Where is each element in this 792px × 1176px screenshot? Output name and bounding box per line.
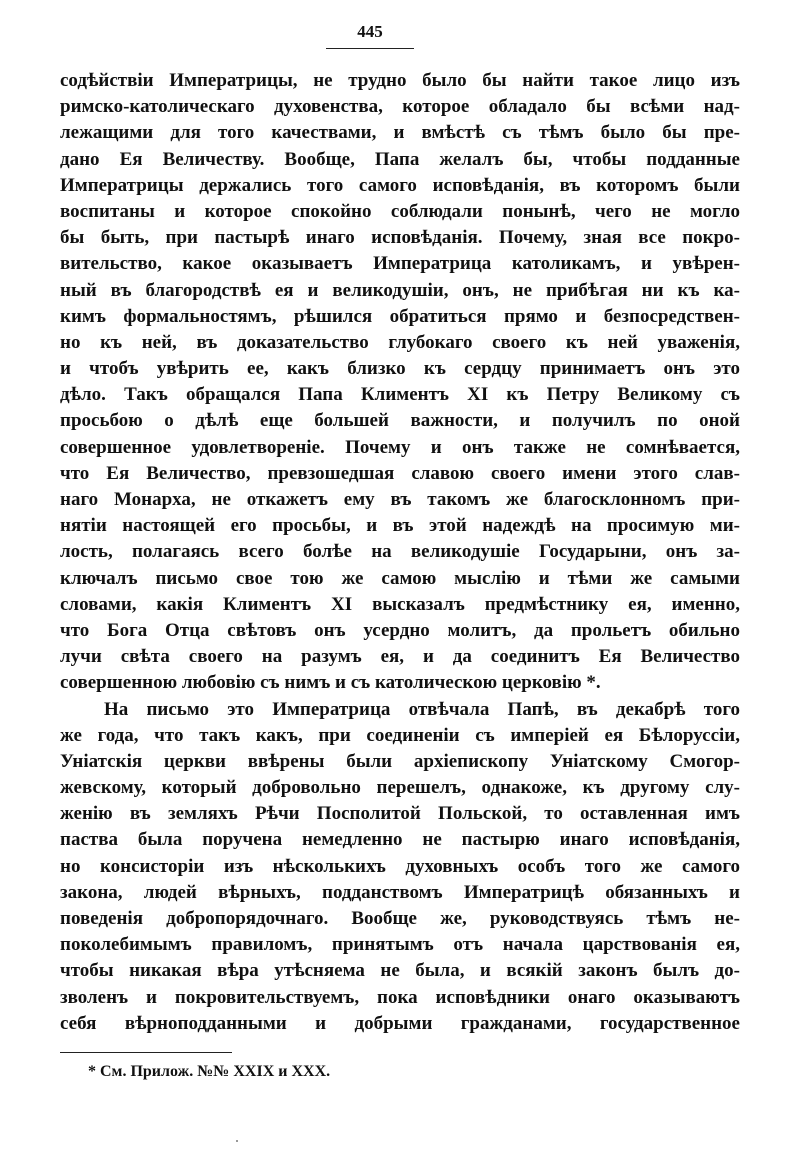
text-line: жевскому, который добровольно перешелъ, однакоже, къ другому слу- <box>60 777 740 799</box>
text-line: зволенъ и покровительствуемъ, пока исповѣдники онаго оказываютъ <box>60 986 740 1008</box>
text-line: же года, что такъ какъ, при соединеніи съ имперіей ея Бѣлоруссіи, <box>60 724 740 746</box>
header-rule <box>326 48 414 49</box>
text-line: словами, какія Климентъ XI высказалъ предмѣстнику ея, именно, <box>60 593 740 615</box>
text-line: римско-католическаго духовенства, которое обладало бы всѣми над- <box>60 96 740 118</box>
text-line: лежащими для того качествами, и вмѣстѣ съ тѣмъ было бы пре- <box>60 122 740 144</box>
text-line: содѣйствіи Императрицы, не трудно было бы найти такое лицо изъ <box>60 70 740 91</box>
text-line: и чтобъ увѣрить ее, какъ близко къ сердцу принимаетъ онъ это <box>60 358 740 380</box>
text-line: что Бога Отца свѣтовъ онъ усердно молитъ, да прольетъ обильно <box>60 619 740 641</box>
text-line: кимъ формальностямъ, рѣшился обратиться прямо и безпосредствен- <box>60 305 740 327</box>
text-line: женію въ земляхъ Рѣчи Посполитой Польской, то оставленная имъ <box>60 803 740 825</box>
text-line: что Ея Величество, превзошедшая славою своего имени этого слав- <box>60 462 740 484</box>
text-line: дано Ея Величеству. Вообще, Папа желалъ бы, чтобы подданные <box>60 148 740 170</box>
footnote: * См. Прилож. №№ XXIX и XXX. <box>88 1063 331 1080</box>
text-line: чтобы никакая вѣра утѣсняема не была, и всякій законъ былъ до- <box>60 960 740 982</box>
paragraph-2 <box>60 697 740 1037</box>
text-line: воспитаны и которое спокойно соблюдали понынѣ, чего не могло <box>60 200 740 222</box>
paragraph-1 <box>60 68 740 697</box>
text-line: лость, полагаясь всего болѣе на великодушіе Государыни, онъ за- <box>60 541 740 563</box>
text-line: но консисторіи изъ нѣсколькихъ духовныхъ особъ того же самого <box>60 855 740 877</box>
scan-speck <box>236 1140 238 1142</box>
text-line: ный въ благородствѣ ея и великодушіи, онъ, не прибѣгая ни къ ка- <box>60 279 740 301</box>
text-line: ключалъ письмо свое тою же самою мыслію и тѣми же самыми <box>60 567 740 589</box>
text-line: вительство, какое оказываетъ Императрица католикамъ, и увѣрен- <box>60 253 740 275</box>
body-text <box>60 68 740 1037</box>
text-line: Уніатскія церкви ввѣрены были архіепископу Уніатскому Смогор- <box>60 750 740 772</box>
text-line: бы быть, при пастырѣ инаго исповѣданія. Почему, зная все покро- <box>60 227 740 249</box>
text-line: себя вѣрноподданными и добрыми гражданами, государственное <box>60 1012 740 1034</box>
text-line: закона, людей вѣрныхъ, подданствомъ Императрицѣ обязанныхъ и <box>60 881 740 903</box>
text-line: поколебимымъ правиломъ, принятымъ отъ начала царствованія ея, <box>60 934 740 956</box>
text-line: паства была поручена немедленно не пастырю инаго исповѣданія, <box>60 829 740 851</box>
text-line: но къ ней, въ доказательство глубокаго своего къ ней уваженія, <box>60 331 740 353</box>
text-line: нятіи настоящей его просьбы, и въ этой надеждѣ на просимую ми- <box>60 515 740 537</box>
text-line: На письмо это Императрица отвѣчала Папѣ, въ декабрѣ того <box>104 698 740 720</box>
text-line: совершенною любовію съ нимъ и съ католическою церковію *. <box>60 672 601 694</box>
footnote-rule <box>60 1052 232 1053</box>
text-line: лучи свѣта своего на разумъ ея, и да соединитъ Ея Величество <box>60 646 740 668</box>
text-line: просьбою о дѣлѣ еще большей важности, и получилъ по оной <box>60 410 740 432</box>
text-line: поведенія добропорядочнаго. Вообще же, руководствуясь тѣмъ не- <box>60 908 740 929</box>
text-line: наго Монарха, не откажетъ ему въ такомъ же благосклонномъ при- <box>60 489 740 510</box>
text-line: Императрицы держались того самого исповѣданія, въ которомъ были <box>60 174 740 196</box>
text-line: совершенное удовлетвореніе. Почему и онъ также не сомнѣвается, <box>60 436 740 458</box>
text-line: дѣло. Такъ обращался Папа Климентъ XI къ Петру Великому съ <box>60 384 740 406</box>
page-number: 445 <box>357 22 383 41</box>
